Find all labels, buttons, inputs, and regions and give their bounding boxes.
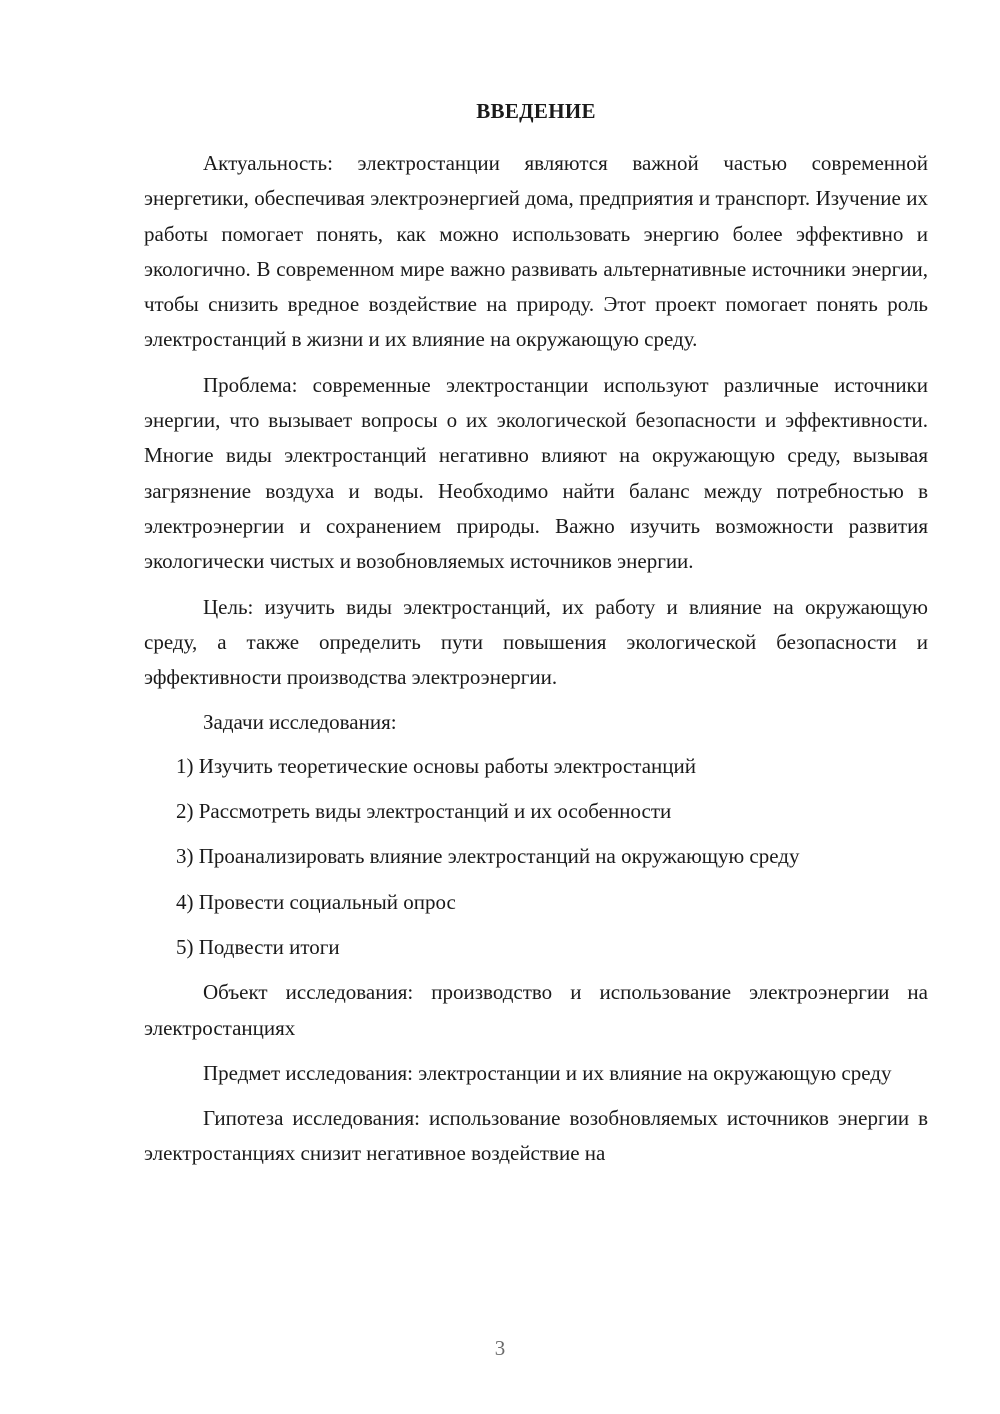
hypothesis-paragraph: Гипотеза исследования: использование возобновляемых источников энергии в электростанциях снизит негативное воздействие на xyxy=(144,1106,928,1166)
page-number: 3 xyxy=(494,1336,506,1360)
page-title: ВВЕДЕНИЕ xyxy=(476,99,596,123)
list-item: 4) Провести социальный опрос xyxy=(176,889,456,914)
list-item: 3) Проанализировать влияние электростанций на окружающую среду xyxy=(176,844,800,869)
list-item: 2) Рассмотреть виды электростанций и их особенности xyxy=(176,799,672,824)
tasks-list xyxy=(144,749,928,965)
list-item: 1) Изучить теоретические основы работы электростанций xyxy=(176,753,697,778)
object-paragraph: Объект исследования: производство и использование электроэнергии на электростанциях xyxy=(144,980,928,1040)
subject-paragraph: Предмет исследования: электростанции и их влияние на окружающую среду xyxy=(203,1060,892,1085)
list-item: 5) Подвести итоги xyxy=(176,934,340,959)
problem-paragraph: Проблема: современные электростанции используют различные источники энергии, что вызывает вопросы о их экологической безопасности и эффективности. Многие виды электростанций негативно влияют на окружающую среду, вызывая загрязнение воздуха и воды. Необходимо найти баланс между потребностью в электроэнергии и сохранением природы. Важно изучить возможности развития экологически чистых и возобновляемых источников энергии. xyxy=(144,372,928,574)
page-content xyxy=(144,96,928,1182)
relevance-paragraph: Актуальность: электростанции являются важной частью современной энергетики, обеспечивая электроэнергией дома, предприятия и транспорт. Изучение их работы помогает понять, как можно использовать энергию более эффективно и экологично. В современном мире важно развивать альтернативные источники энергии, чтобы снизить вредное воздействие на природу. Этот проект помогает понять роль электростанций в жизни и их влияние на окружающую среду. xyxy=(144,151,928,352)
goal-paragraph: Цель: изучить виды электростанций, их работу и влияние на окружающую среду, а также определить пути повышения экологической безопасности и эффективности производства электроэнергии. xyxy=(144,594,928,690)
tasks-heading: Задачи исследования: xyxy=(203,710,397,735)
